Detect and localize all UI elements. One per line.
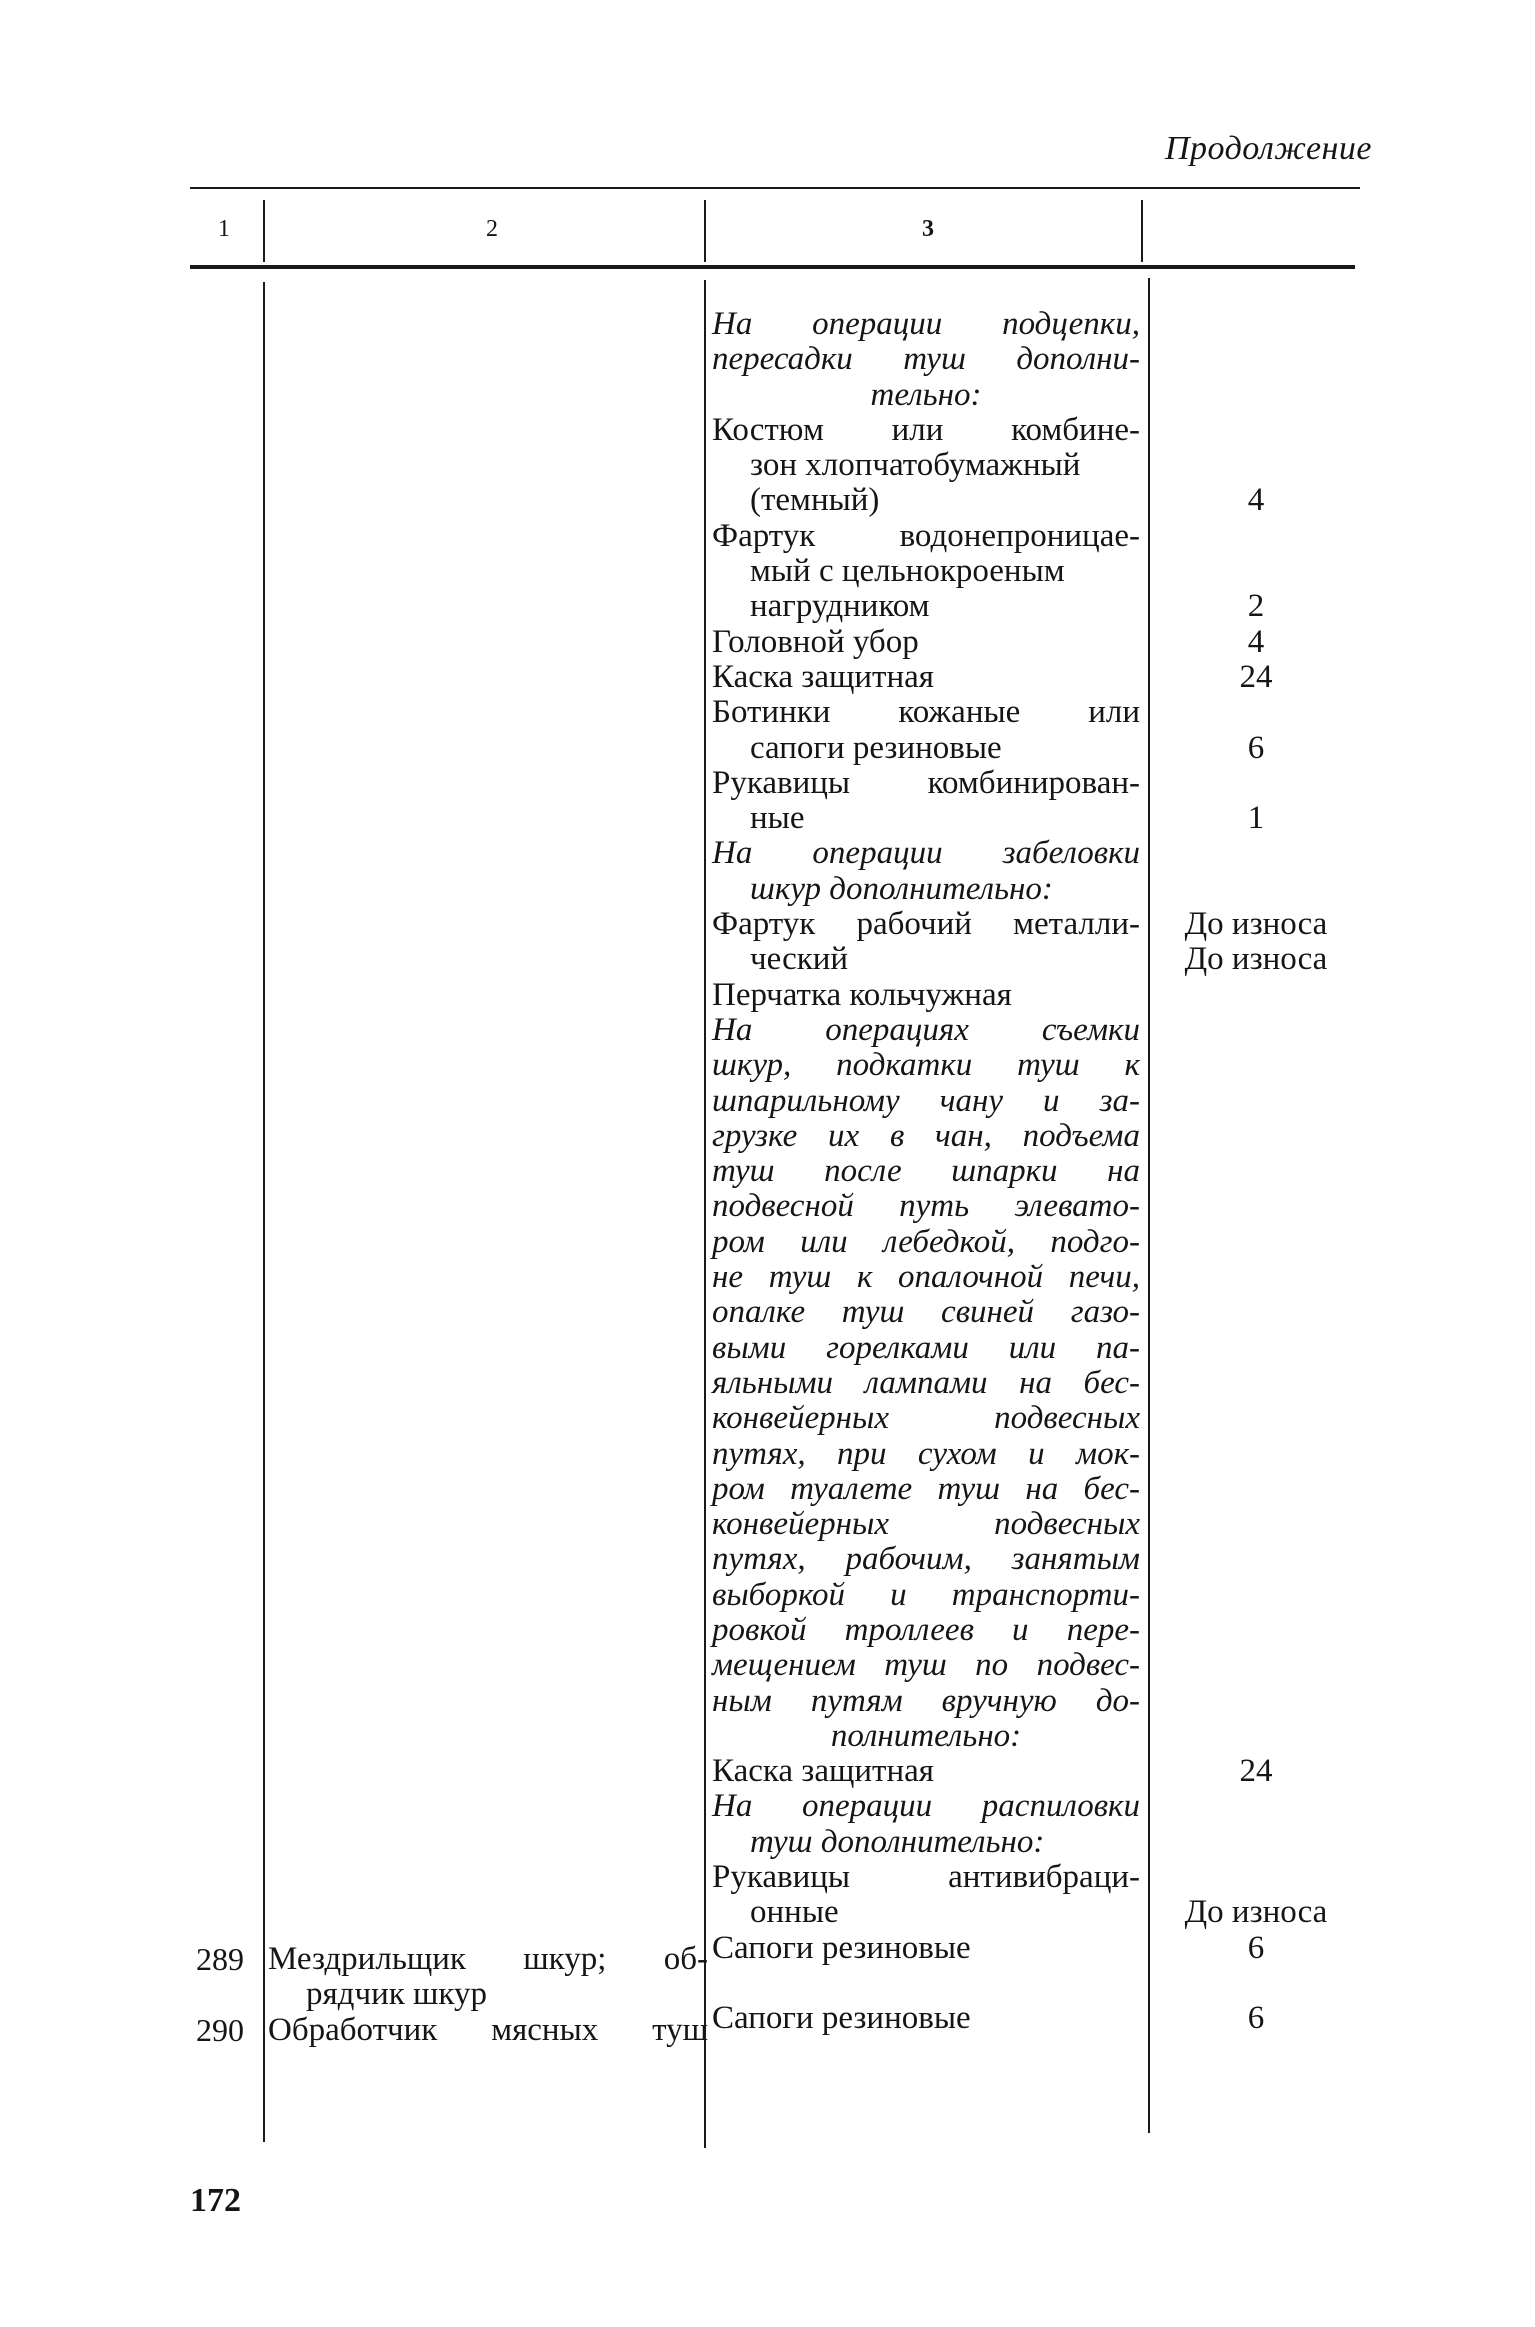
- text-line: Каска защитная: [712, 1753, 934, 1790]
- column-3-text: [712, 307, 1140, 2037]
- text-line: тельно:: [870, 376, 982, 413]
- norm-value: [1156, 1119, 1356, 1154]
- row-number-290: 290: [196, 2012, 244, 2048]
- text-line: Перчатка кольчужная: [712, 976, 1012, 1013]
- text-line: ром или лебедкой, подго-: [712, 1223, 1140, 1260]
- text-line: путях, рабочим, занятым: [712, 1541, 1140, 1578]
- text-line: яльными лампами на бес-: [712, 1364, 1140, 1401]
- row-number-289: 289: [196, 1941, 244, 1977]
- text-line: подвесной путь элевато-: [712, 1188, 1140, 1225]
- norm-value: 24: [1239, 658, 1273, 695]
- norm-value: [1156, 1719, 1356, 1754]
- column-rule-1-body: [263, 282, 265, 2142]
- text-line: шкур дополнительно:: [750, 870, 1053, 907]
- text-line: Головной убор: [712, 623, 919, 660]
- text-line: [712, 1966, 1140, 2001]
- norm-value: [1156, 1825, 1356, 1860]
- text-line: конвейерных подвесных: [712, 1506, 1140, 1543]
- column-rule-3: [1141, 200, 1143, 262]
- norm-value: [1156, 1013, 1356, 1048]
- norm-value: [1156, 1860, 1356, 1895]
- header-col-1: 1: [218, 216, 230, 242]
- norm-value: 1: [1247, 800, 1265, 837]
- norm-value: [1156, 1048, 1356, 1083]
- text-line: опалке туш свиней газо-: [712, 1294, 1140, 1331]
- norm-value: [1156, 978, 1356, 1013]
- norm-value: [1156, 519, 1356, 554]
- text-line: мещением туш по подвес-: [712, 1647, 1140, 1684]
- column-rule-2-body: [704, 280, 706, 2148]
- norm-value: [1156, 1225, 1356, 1260]
- text-line: выборкой и транспорти-: [712, 1576, 1140, 1613]
- norm-value: [1156, 1578, 1356, 1613]
- norm-value: [1156, 1507, 1356, 1542]
- text-line: Рукавицы комбинирован-: [712, 764, 1140, 801]
- norm-value: [1156, 1966, 1356, 2001]
- norm-value: [1156, 1366, 1356, 1401]
- norm-value: 6: [1247, 1929, 1265, 1966]
- text-line: путях, при сухом и мок-: [712, 1435, 1140, 1472]
- norm-value: [1156, 413, 1356, 448]
- norm-value: [1156, 1437, 1356, 1472]
- norm-value: [1156, 1684, 1356, 1719]
- text-line: На операциях съемки: [712, 1011, 1140, 1048]
- column-4-values: [1156, 307, 1356, 2037]
- text-line: Фартук водонепроницае-: [712, 517, 1140, 554]
- norm-value: [1156, 766, 1356, 801]
- norm-value: 4: [1247, 623, 1265, 660]
- norm-value: [1156, 872, 1356, 907]
- text-line: выми горелками или па-: [712, 1329, 1140, 1366]
- norm-value: [1156, 378, 1356, 413]
- norm-value: [1156, 307, 1356, 342]
- norm-value: [1156, 695, 1356, 730]
- profession-290: [268, 2013, 708, 2048]
- text-line: нагрудником: [750, 588, 930, 625]
- text-line: полнительно:: [830, 1717, 1022, 1754]
- text-line: Фартук рабочий металли-: [712, 906, 1140, 943]
- header-top-rule: [190, 187, 1360, 189]
- norm-value: [1156, 448, 1356, 483]
- norm-value: [1156, 554, 1356, 589]
- text-line: Ботинки кожаные или: [712, 694, 1140, 731]
- profession-line: рядчик шкур: [306, 1976, 487, 2013]
- norm-value: [1156, 1401, 1356, 1436]
- norm-value: [1156, 1295, 1356, 1330]
- norm-value: 6: [1247, 2000, 1265, 2037]
- header-col-3: 3: [922, 216, 934, 242]
- norm-value: [1156, 1613, 1356, 1648]
- norm-value: [1156, 1331, 1356, 1366]
- text-line: Сапоги резиновые: [712, 2000, 971, 2037]
- text-line: Каска защитная: [712, 658, 934, 695]
- column-rule-3-body: [1148, 278, 1150, 2133]
- page-number: 172: [190, 2182, 241, 2219]
- norm-value: 24: [1239, 1753, 1273, 1790]
- text-line: пересадки туш дополни-: [712, 341, 1140, 378]
- column-rule-2: [704, 200, 706, 262]
- norm-value: До износа: [1184, 941, 1328, 978]
- text-line: ровкой троллеев и пере-: [712, 1611, 1140, 1648]
- text-line: (темный): [750, 482, 880, 519]
- norm-value: [1156, 1648, 1356, 1683]
- text-line: онные: [750, 1894, 839, 1931]
- text-line: конвейерных подвесных: [712, 1400, 1140, 1437]
- text-line: На операции подцепки,: [712, 306, 1140, 342]
- text-line: туш после шпарки на: [712, 1153, 1140, 1190]
- text-line: На операции распиловки: [712, 1788, 1140, 1825]
- profession-line: Обработчик мясных туш: [268, 2012, 708, 2048]
- norm-value: [1156, 1154, 1356, 1189]
- text-line: шкур, подкатки туш к: [712, 1047, 1140, 1084]
- text-line: грузке их в чан, подъема: [712, 1117, 1140, 1154]
- text-line: На операции забеловки: [712, 835, 1140, 872]
- continuation-label: Продолжение: [1164, 130, 1372, 167]
- header-bottom-rule: [190, 265, 1355, 269]
- norm-value: [1156, 1542, 1356, 1577]
- norm-value: До износа: [1184, 906, 1328, 943]
- norm-value: 2: [1247, 588, 1265, 625]
- norm-value: До износа: [1184, 1894, 1328, 1931]
- text-line: ные: [750, 800, 805, 837]
- norm-value: [1156, 1472, 1356, 1507]
- norm-value: [1156, 1789, 1356, 1824]
- norm-value: [1156, 1084, 1356, 1119]
- text-line: ческий: [750, 941, 849, 978]
- norm-value: [1156, 836, 1356, 871]
- norm-value: [1156, 342, 1356, 377]
- text-line: шпарильному чану и за-: [712, 1082, 1140, 1119]
- norm-value: [1156, 1189, 1356, 1224]
- text-line: мый с цельнокроеным: [750, 553, 1065, 590]
- norm-value: [1156, 1260, 1356, 1295]
- text-line: Костюм или комбине-: [712, 411, 1140, 448]
- text-line: Сапоги резиновые: [712, 1929, 971, 1966]
- text-line: не туш к опалочной печи,: [712, 1259, 1140, 1296]
- text-line: ным путям вручную до-: [712, 1682, 1140, 1719]
- text-line: туш дополнительно:: [750, 1823, 1045, 1860]
- text-line: сапоги резиновые: [750, 729, 1002, 766]
- text-line: зон хлопчатобумажный: [750, 447, 1081, 484]
- text-line: Рукавицы антивибраци-: [712, 1859, 1140, 1896]
- header-col-2: 2: [486, 216, 498, 242]
- text-line: ром туалете туш на бес-: [712, 1470, 1140, 1507]
- norm-value: 6: [1247, 729, 1265, 766]
- norm-value: 4: [1247, 482, 1265, 519]
- column-rule-1: [263, 200, 265, 262]
- profession-line: Мездрильщик шкур; об-: [268, 1941, 708, 1977]
- profession-289: [268, 1942, 708, 2013]
